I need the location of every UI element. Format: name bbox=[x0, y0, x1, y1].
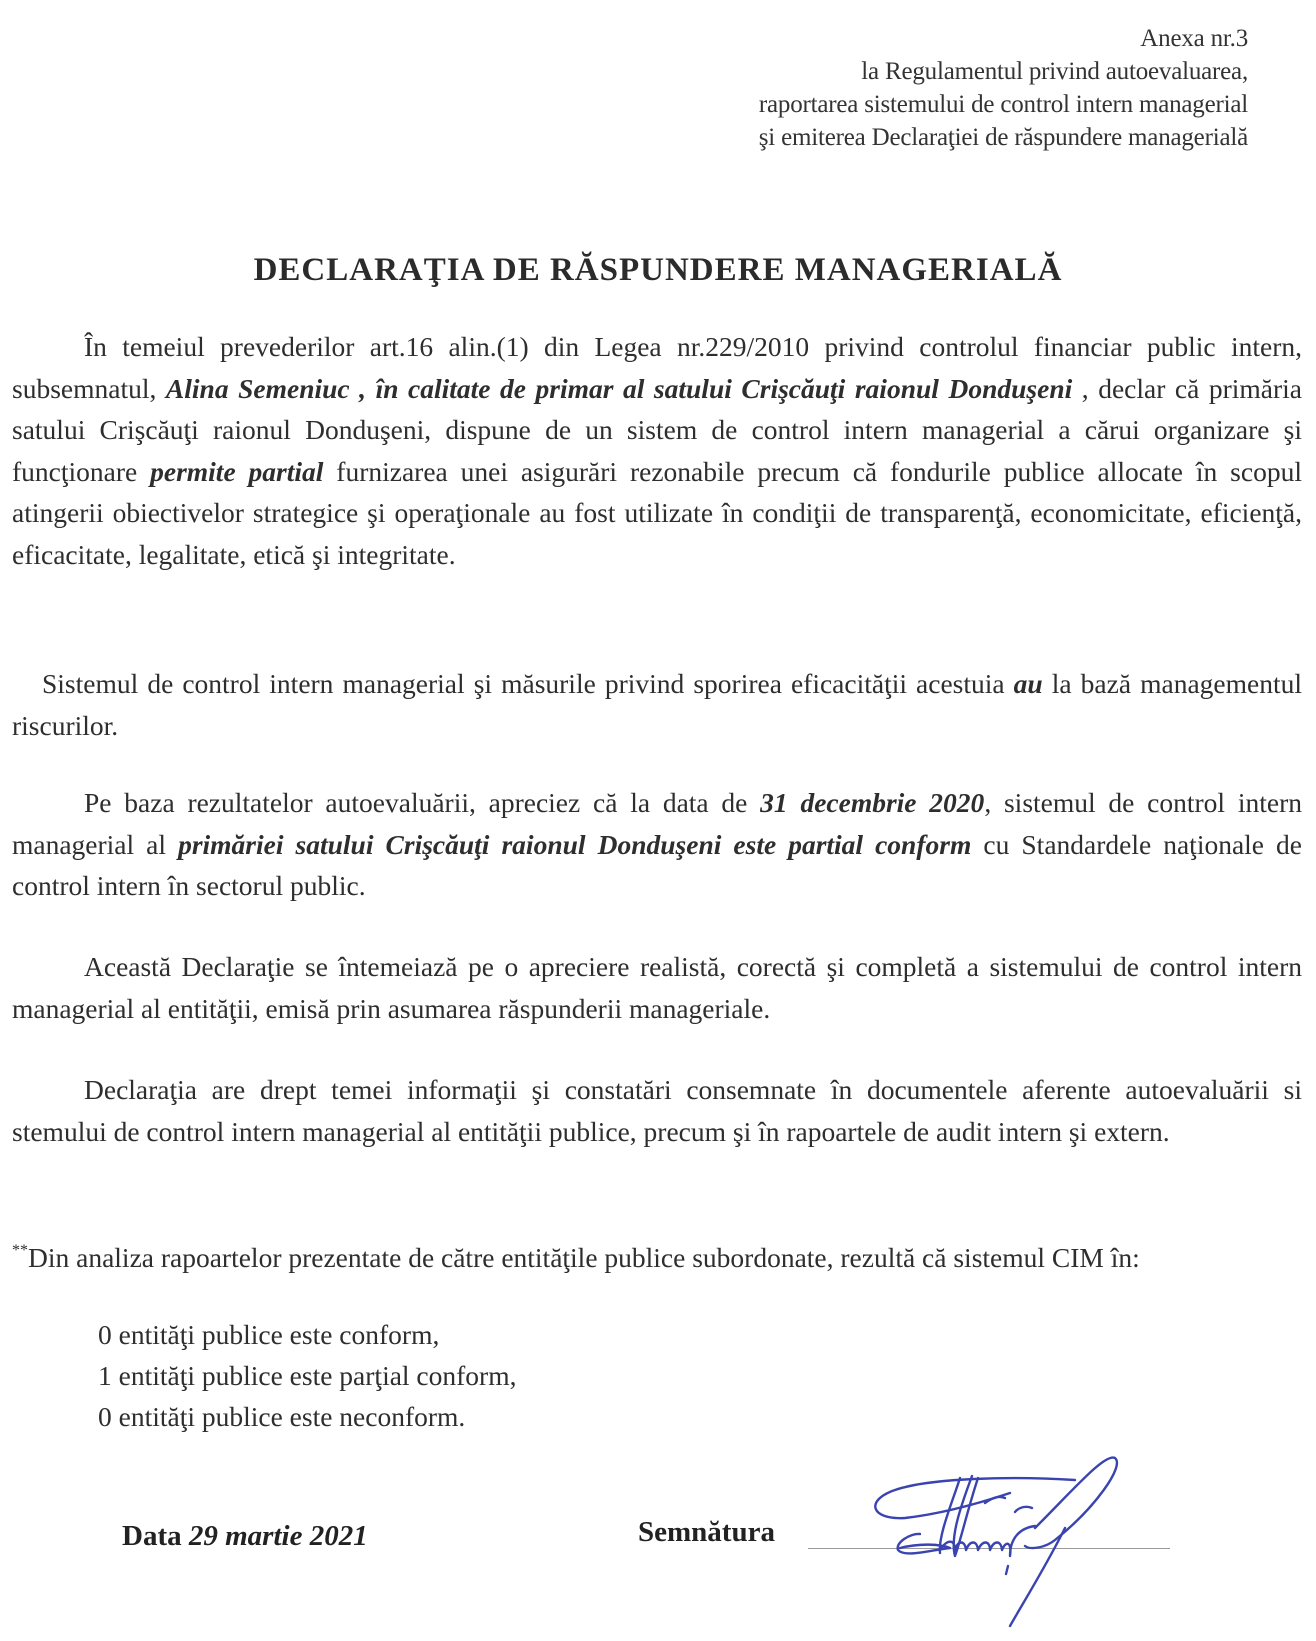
list-item bbox=[98, 1355, 516, 1396]
assessment-date: 31 decembrie 2020 bbox=[760, 787, 985, 818]
text: Din analiza rapoartelor prezentate de către entităţile publice subordonate, rezultă că sistemul CIM în: bbox=[28, 1242, 1140, 1273]
text: Pe baza rezultatelor autoevaluării, apreciez că la data de bbox=[84, 787, 761, 818]
declarant-name: Alina Semeniuc , în calitate de primar al satului Crişcăuţi raionul Donduşeni bbox=[165, 372, 1073, 404]
footnote-marker: ** bbox=[12, 1242, 28, 1259]
annex-line-3: raportarea sistemului de control intern managerial bbox=[758, 91, 1248, 118]
date-label: Data bbox=[122, 1520, 189, 1552]
list-item bbox=[98, 1314, 516, 1355]
paragraph-risk-management bbox=[12, 663, 1302, 746]
text: la bază managementul riscurilor. bbox=[12, 668, 1302, 741]
text: Declaraţia are drept temei informaţii şi constatări consemnate în documentele aferente autoevaluării si stemului de control intern managerial al entităţii publice, precum şi în rapoartele de audit intern şi extern. bbox=[12, 1074, 1302, 1147]
paragraph-legal-basis bbox=[12, 326, 1302, 575]
list-item bbox=[98, 1396, 516, 1437]
handwritten-signature bbox=[860, 1448, 1180, 1638]
annex-line-4: şi emiterea Declaraţiei de răspundere managerială bbox=[758, 124, 1248, 151]
entity-status: entităţi publice este parţial conform, bbox=[111, 1360, 517, 1391]
paragraph-self-assessment bbox=[12, 782, 1302, 907]
paragraph-declaration-basis bbox=[12, 946, 1302, 1029]
text: Sistemul de control intern managerial şi măsurile privind sporirea eficacităţii acestuia bbox=[42, 668, 1014, 699]
annex-number: Anexa nr.3 bbox=[1140, 25, 1248, 52]
text: În temeiul prevederilor art.16 alin.(1) din Legea nr.229/2010 privind controlul financiar public intern, subsemnatul, bbox=[12, 331, 1302, 404]
annex-line-2: la Regulamentul privind autoevaluarea, bbox=[861, 58, 1248, 85]
text: furnizarea unei asigurări rezonabile precum că fondurile publice allocate în scopul atingerii obiectivelor strategice şi operaţionale au fost utilizate în condiţii de transparenţă, economicitate, eficienţă, eficacitate, legalitate, etică şi integritate. bbox=[12, 455, 1302, 570]
paragraph-subordinate-analysis bbox=[12, 1230, 1302, 1279]
conformity-status: primăriei satului Crişcăuţi raionul Donduşeni este partial conform bbox=[178, 828, 972, 860]
entity-count: 1 bbox=[98, 1360, 112, 1391]
date-field bbox=[122, 1520, 368, 1553]
date-value: 29 martie 2021 bbox=[188, 1520, 368, 1552]
paragraph-sources bbox=[12, 1069, 1302, 1152]
text: Această Declaraţie se întemeiază pe o apreciere realistă, corectă şi completă a sistemului de control intern managerial al entităţii, emisă prin asumarea răspunderii manageriale. bbox=[12, 951, 1302, 1024]
text: , declar că primăria satului Crişcăuţi raionul Donduşeni, dispune de un sistem de control intern managerial a cărui organizare şi funcţionare bbox=[12, 372, 1302, 487]
annex-header bbox=[759, 22, 1248, 154]
text: cu Standardele naţionale de control intern în sectorul public. bbox=[12, 828, 1303, 901]
entity-status: entităţi publice este neconform. bbox=[111, 1401, 466, 1432]
entity-count: 0 bbox=[98, 1401, 112, 1432]
emphasis-au: au bbox=[1013, 668, 1043, 699]
entity-status: entităţi publice este conform, bbox=[111, 1319, 440, 1350]
signature-label: Semnătura bbox=[638, 1516, 775, 1548]
entity-count: 0 bbox=[98, 1319, 112, 1350]
document-title: DECLARAŢIA DE RĂSPUNDERE MANAGERIALĂ bbox=[253, 252, 1063, 288]
entities-list bbox=[98, 1314, 516, 1437]
text: , sistemul de control intern managerial al bbox=[12, 787, 1303, 860]
assessment-phrase: permite partial bbox=[150, 455, 324, 487]
